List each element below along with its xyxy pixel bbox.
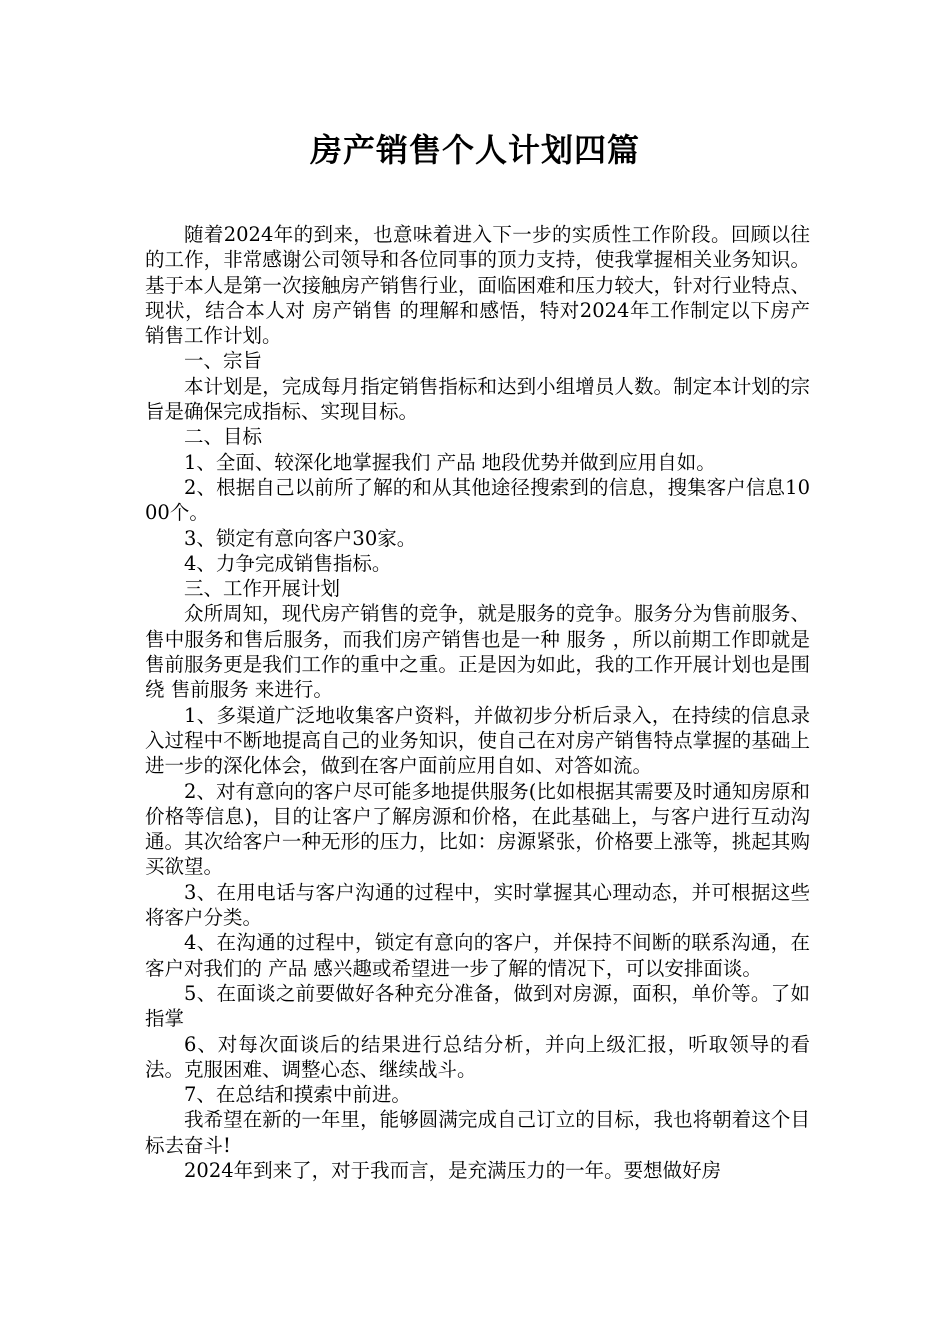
list-item: 4、在沟通的过程中，锁定有意向的客户，并保持不间断的联系沟通，在客户对我们的 产品 感兴趣或希望进一步了解的情况下，可以安排面谈。 (145, 931, 810, 980)
list-item: 2、根据自己以前所了解的和从其他途径搜索到的信息，搜集客户信息1000个。 (145, 475, 810, 525)
list-item: 2、对有意向的客户尽可能多地提供服务(比如根据其需要及时通知房原和价格等信息)，目的让客户了解房源和价格，在此基础上，与客户进行互动沟通。其次给客户一种无形的压力，比如：房源紧张，价格要上涨等，挑起其购买欲望。 (145, 779, 810, 879)
paragraph: 众所周知，现代房产销售的竞争，就是服务的竞争。服务分为售前服务、售中服务和售后服务，而我们房产销售也是一种 服务 ，所以前期工作即就是售前服务更是我们工作的重中之重。正是因为如此，我的工作开展计划也是围绕 售前服务 来进行。 (145, 602, 810, 702)
section-heading: 二、目标 (184, 425, 263, 449)
paragraph: 本计划是，完成每月指定销售指标和达到小组增员人数。制定本计划的宗旨是确保完成指标、实现目标。 (145, 374, 810, 424)
list-item: 4、力争完成销售指标。 (184, 551, 392, 575)
section-heading: 三、工作开展计划 (184, 577, 341, 601)
list-item: 3、在用电话与客户沟通的过程中，实时掌握其心理动态，并可根据这些将客户分类。 (145, 880, 810, 930)
document-title: 房产销售个人计划四篇 (309, 131, 640, 169)
paragraph: 随着2024年的到来，也意味着进入下一步的实质性工作阶段。回顾以往的工作，非常感谢公司领导和各位同事的顶力支持，使我掌握相关业务知识。基于本人是第一次接触房产销售行业，面临困难和压力较大，针对行业特点、现状，结合本人对 房产销售 的理解和感悟，特对2024年工作制定以下房产销售工作计划。 (145, 223, 810, 348)
list-item: 1、全面、较深化地掌握我们 产品 地段优势并做到应用自如。 (184, 450, 716, 474)
list-item: 7、在总结和摸索中前进。 (184, 1083, 411, 1107)
list-item: 6、对每次面谈后的结果进行总结分析，并向上级汇报，听取领导的看法。克服困难、调整心态、继续战斗。 (145, 1032, 810, 1081)
list-item: 3、锁定有意向客户30家。 (184, 526, 417, 550)
paragraph: 我希望在新的一年里，能够圆满完成自己订立的目标，我也将朝着这个目标去奋斗! (145, 1108, 810, 1157)
document-body (145, 222, 810, 1183)
section-heading: 一、宗旨 (184, 349, 263, 373)
paragraph: 2024年到来了，对于我而言，是充满压力的一年。要想做好房 (184, 1158, 722, 1182)
list-item: 5、在面谈之前要做好各种充分准备，做到对房源，面积，单价等。了如指掌 (145, 981, 810, 1031)
list-item: 1、多渠道广泛地收集客户资料，并做初步分析后录入，在持续的信息录入过程中不断地提高自己的业务知识，使自己在对房产销售特点掌握的基础上进一步的深化体会，做到在客户面前应用自如、对答如流。 (145, 703, 810, 778)
